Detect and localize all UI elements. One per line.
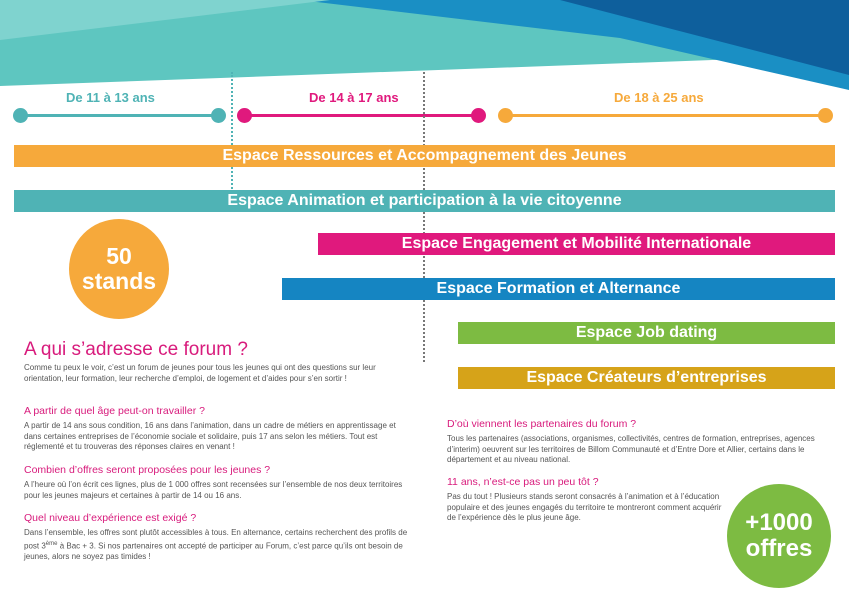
band-engagement: Espace Engagement et Mobilité Internationale <box>318 233 835 255</box>
age-range-line-14-17 <box>245 114 480 117</box>
age-range-dot-end <box>471 108 486 123</box>
age-range-dot-start <box>498 108 513 123</box>
stands-number: 50 <box>106 242 132 269</box>
age-label-11-13: De 11 à 13 ans <box>66 90 155 105</box>
answer-offres: A l’heure où l’on écrit ces lignes, plus de 1 000 offres sont recensées sur l’ensemble de nos deux territoires pour les jeunes majeurs et certaines à partir de 14 ou 16 ans. <box>24 480 403 500</box>
separator-17-18 <box>423 72 425 362</box>
answer-experience-part2: à Bac + 3. Si nos partenaires ont accepté de participer au Forum, c’est parce qu’ils ont besoin de jeunes, alors ne soyez pas timides ! <box>24 541 403 561</box>
question-11-ans: 11 ans, n’est-ce pas un peu tôt ? <box>447 476 599 488</box>
question-age: A partir de quel âge peut-on travailler ? <box>24 405 205 417</box>
answer-age: A partir de 14 ans sous condition, 16 ans dans l’animation, dans un cadre de métiers en apprentissage et dans certaines entreprises de l’économie sociale et solidaire, puis 17 ans selon les métiers. Tout est réglementé et tu trouveras des réponses claires en venant ! <box>24 421 396 451</box>
intro-paragraph: Comme tu peux le voir, c’est un forum de jeunes pour tous les jeunes qui ont des questions sur leur orientation, leur formation, leur recherche d’emploi, de logement et d’aides pour s’en sortir ! <box>24 363 376 383</box>
question-experience: Quel niveau d’expérience est exigé ? <box>24 512 197 524</box>
band-ressources: Espace Ressources et Accompagnement des Jeunes <box>14 145 835 167</box>
answer-experience <box>24 528 409 562</box>
answer-experience-part1: Dans l’ensemble, les offres sont plutôt accessibles à tous. En alternance, certains recherchent des profils de post 3 <box>24 528 408 551</box>
answer-experience-sup: ème <box>45 540 58 547</box>
band-job-dating: Espace Job dating <box>458 322 835 344</box>
age-range-dot-end <box>211 108 226 123</box>
stands-badge <box>69 219 169 319</box>
answer-partenaires: Tous les partenaires (associations, organismes, collectivités, centres de formation, entreprises, agences d’interim) oeuvrent sur les territoires de Billom Communauté et d’Entre Dore et Allier, certains dans le département et au niveau national. <box>447 434 815 464</box>
question-partenaires: D’où viennent les partenaires du forum ? <box>447 418 637 430</box>
stands-label: stands <box>81 268 157 294</box>
age-label-14-17: De 14 à 17 ans <box>309 90 399 105</box>
page-title: A qui s’adresse ce forum ? <box>24 339 248 360</box>
question-offres: Combien d’offres seront proposées pour les jeunes ? <box>24 464 271 476</box>
age-range-dot-start <box>13 108 28 123</box>
band-animation: Espace Animation et participation à la vie citoyenne <box>14 190 835 212</box>
answer-11-ans: Pas du tout ! Plusieurs stands seront consacrés à l’animation et à l’éducation populaire et des jeunes engagés du territoire te montreront comment acquérir de l’expérience dès le plus jeune âge. <box>447 492 722 522</box>
offres-label: offres <box>745 535 813 562</box>
age-range-line-11-13 <box>20 114 220 117</box>
band-createurs: Espace Créateurs d’entreprises <box>458 367 835 389</box>
age-range-dot-end <box>818 108 833 123</box>
age-range-dot-start <box>237 108 252 123</box>
offres-number: +1000 <box>745 508 813 536</box>
offres-badge <box>727 484 831 588</box>
age-label-18-25: De 18 à 25 ans <box>614 90 704 105</box>
band-formation: Espace Formation et Alternance <box>282 278 835 300</box>
age-range-line-18-25 <box>506 114 826 117</box>
